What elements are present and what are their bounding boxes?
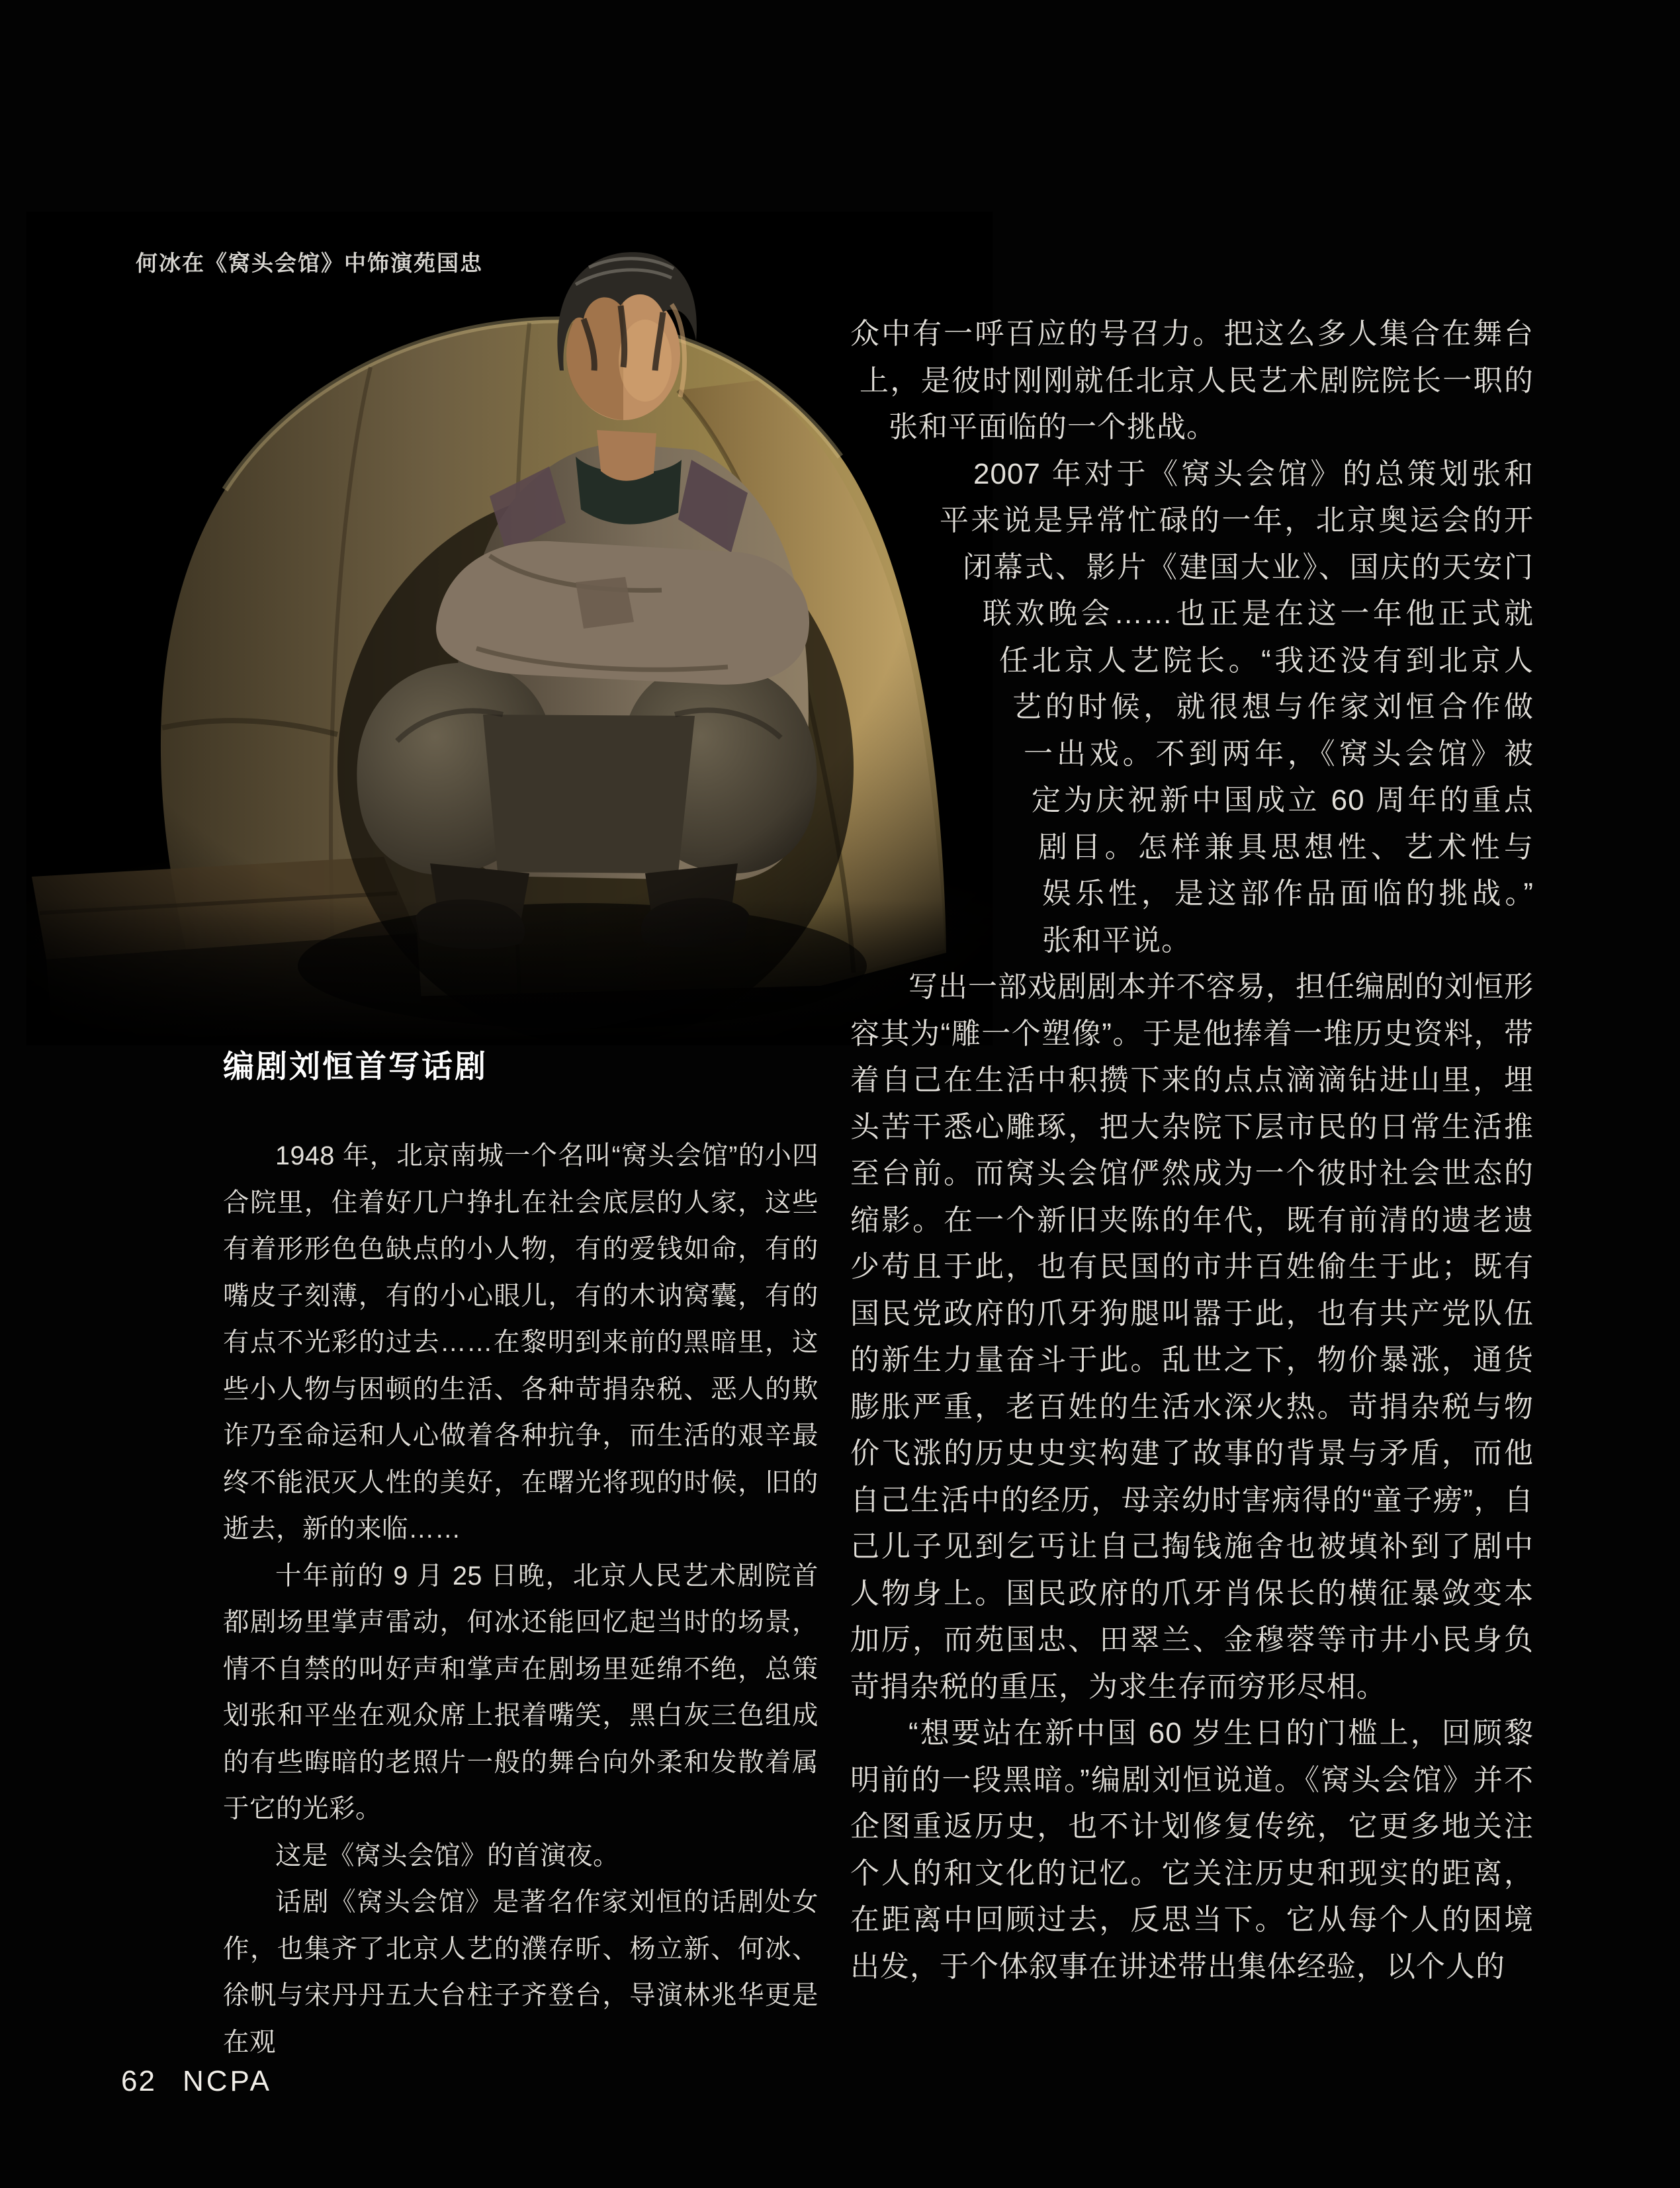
text-line: 定为庆祝新中国成立 60 周年的重点 [1032,784,1534,816]
text-line: 娱乐性，是这部作品面临的挑战。” [1042,877,1534,910]
body-paragraph: 十年前的 9 月 25 日晚，北京人民艺术剧院首都剧场里掌声雷动，何冰还能回忆起当时的场景，情不自禁的叫好声和掌声在剧场里延绵不绝，总策划张和平坐在观众席上抿着嘴笑，黑白灰三色组成的有些晦暗的老照片一般的舞台向外柔和发散着属于它的光彩。 [223,1561,818,1823]
text-line: 一出戏。不到两年，《窝头会馆》被 [1024,737,1534,770]
body-paragraph: 1948 年，北京南城一个名叫“窝头会馆”的小四合院里，住着好几户挣扎在社会底层的人家，这些有着形形色色缺点的小人物，有的爱钱如命，有的嘴皮子刻薄，有的小心眼儿，有的木讷窝囊，有的有点不光彩的过去……在黎明到来前的黑暗里，这些小人物与困顿的生活、各种苛捐杂税、恶人的欺诈乃至命运和人心做着各种抗争，而生活的艰辛最终不能泯灭人性的美好，在曙光将现的时候，旧的逝去，新的来临…… [223,1141,818,1544]
section-heading: 编剧刘恒首写话剧 [223,1049,488,1084]
page-footer [121,2066,272,2097]
body-paragraph: 写出一部戏剧剧本并不容易，担任编剧的刘恒形容其为“雕一个塑像”。于是他捧着一堆历史资料，带着自己在生活中积攒下来的点点滴滴钻进山里，埋头苦干悉心雕琢，把大杂院下层市民的日常生活推至台前。而窝头会馆俨然成为一个彼时社会世态的缩影。在一个新旧夹陈的年代，既有前清的遗老遗少苟且于此，也有民国的市井百姓偷生于此；既有国民党政府的爪牙狗腿叫嚣于此，也有共产党队伍的新生力量奋斗于此。乱世之下，物价暴涨，通货膨胀严重，老百姓的生活水深火热。苛捐杂税与物价飞涨的历史史实构建了故事的背景与矛盾，而他自己生活中的经历，母亲幼时害病得的“童子痨”，自己儿子见到乞丐让自己掏钱施舍也被填补到了剧中人物身上。国民政府的爪牙肖保长的横征暴敛变本加厉，而苑国忠、田翠兰、金穆蓉等市井小民身负苛捐杂税的重压，为求生存而穷形尽相。 [850,971,1534,1703]
text-line: 联欢晚会……也正是在这一年他正式就 [983,597,1534,630]
text-line: 艺的时候，就很想与作家刘恒合作做 [1012,691,1534,723]
body-paragraph: 话剧《窝头会馆》是著名作家刘恒的话剧处女作，也集齐了北京人艺的濮存昕、杨立新、何冰、徐帆与宋丹丹五大台柱子齐登台，导演林兆华更是在观 [223,1888,818,2057]
text-line: 平来说是异常忙碌的一年，北京奥运会的开 [940,504,1534,537]
text-line: 众中有一呼百应的号召力。把这么多人集合在舞台 [850,318,1534,350]
text-line: 张和平面临的一个挑战。 [889,411,1216,443]
right-column [850,311,1534,1990]
text-line: 2007 年对于《窝头会馆》的总策划张和 [973,457,1534,490]
photo-caption: 何冰在《窝头会馆》中饰演苑国忠 [136,251,483,275]
text-line: 任北京人艺院长。“我还没有到北京人 [999,644,1534,677]
text-line: 闭幕式、影片《建国大业》、国庆的天安门 [963,550,1534,584]
text-line: 上，是彼时刚刚就任北京人民艺术剧院院长一职的 [860,364,1534,397]
body-paragraph: 这是《窝头会馆》的首演夜。 [275,1841,619,1870]
body-paragraph: “想要站在新中国 60 岁生日的门槛上，回顾黎明前的一段黑暗。”编剧刘恒说道。《窝头会馆》并不企图重返历史，也不计划修复传统，它更多地关注个人的和文化的记忆。它关注历史和现实的距离，在距离中回顾过去，反思当下。它从每个人的困境出发，于个体叙事在讲述带出集体经验，以个人的 [850,1717,1534,1983]
page-number: 62 [121,2065,156,2097]
magazine-name: NCPA [182,2065,272,2097]
text-line: 剧目。怎样兼具思想性、艺术性与 [1038,830,1534,863]
text-line: 张和平说。 [1042,924,1191,957]
left-column [223,1043,818,2066]
stage-photo [26,212,993,1045]
